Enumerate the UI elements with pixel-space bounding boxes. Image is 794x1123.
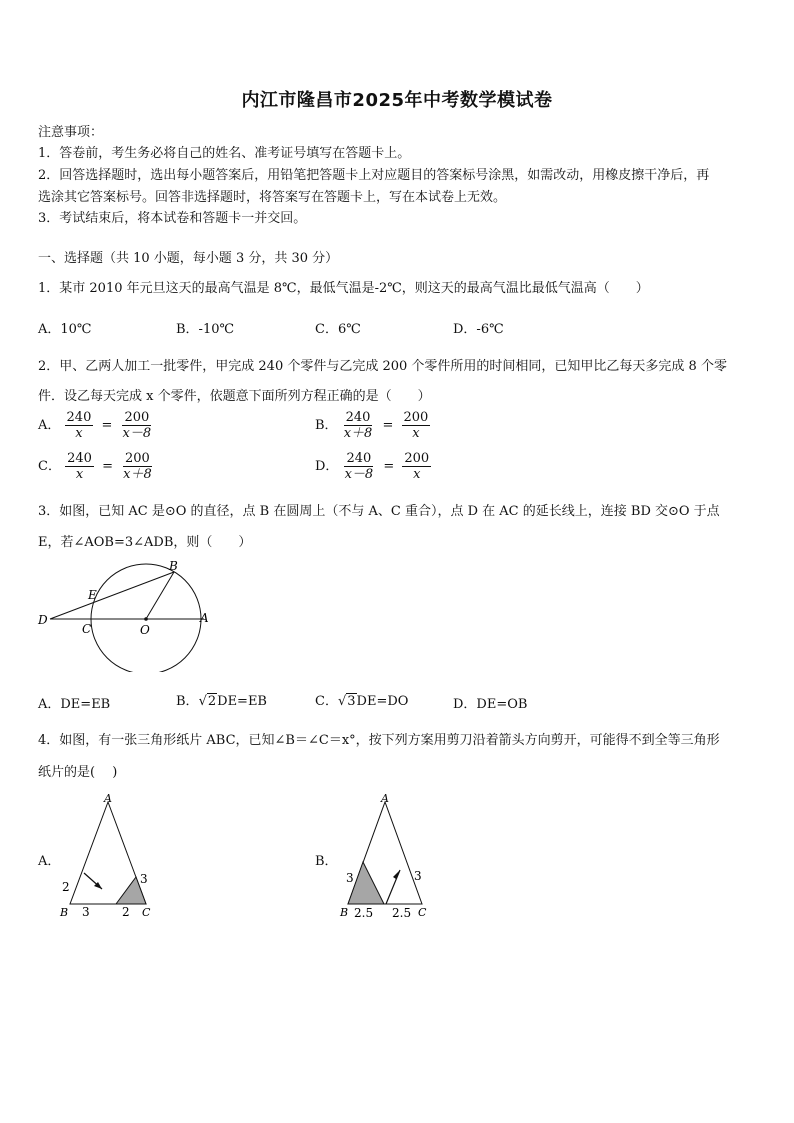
q2-option-c[interactable]: C． $\frac{240}{x}$ = $\frac{200}{x+8}$ xyxy=(38,451,152,482)
fraction: $\frac{240}{x}$ xyxy=(67,451,92,482)
arrow-head-icon xyxy=(393,870,400,879)
q2-option-c-label: C． xyxy=(38,459,61,474)
label-d: D xyxy=(38,613,48,627)
circle-diagram xyxy=(36,558,212,672)
section-heading: 一、选择题（共 10 小题，每小题 3 分，共 30 分） xyxy=(38,251,339,266)
label-c: C xyxy=(142,906,151,919)
label-b: B xyxy=(60,906,69,919)
q3-option-b[interactable]: B．√2DE=EB xyxy=(176,694,267,709)
question-1-text: 1．某市 2010 年元旦这天的最高气温是 8℃，最低气温是-2℃，则这天的最高气温比最低气温高（ ） xyxy=(38,281,649,296)
label-base-1: 2.5 xyxy=(354,906,374,920)
note-2a: 2．回答选择题时，选出每小题答案后，用铅笔把答题卡上对应题目的答案标号涂黑，如需改动，用橡皮擦干净后，再 xyxy=(38,168,710,183)
note-1: 1．答卷前，考生务必将自己的姓名、准考证号填写在答题卡上。 xyxy=(38,146,411,161)
fraction: $\frac{200}{x}$ xyxy=(404,451,430,482)
q1-option-a[interactable]: A．10℃ xyxy=(38,322,92,337)
note-2b: 选涂其它答案标号。回答非选择题时，将答案写在答题卡上，写在本试卷上无效。 xyxy=(38,190,507,205)
q2-option-d[interactable]: D． $\frac{240}{x-8}$ = $\frac{200}{x}$ xyxy=(315,451,430,482)
label-c: C xyxy=(82,622,92,636)
q4-option-b[interactable]: B． xyxy=(315,854,338,869)
diagram-background xyxy=(36,558,212,672)
sqrt-symbol: √2 xyxy=(198,694,217,709)
label-base-2: 2 xyxy=(122,905,130,919)
q2-option-a[interactable]: A． $\frac{240}{x}$ = $\frac{200}{x-8}$ xyxy=(38,410,152,441)
label-a: A xyxy=(200,611,209,625)
label-a: A xyxy=(381,792,389,805)
fraction: $\frac{240}{x-8}$ xyxy=(344,451,374,482)
fraction: $\frac{200}{x}$ xyxy=(403,410,429,441)
label-a: A xyxy=(104,792,112,805)
fraction: $\frac{240}{x+8}$ xyxy=(343,410,373,441)
q3-option-a[interactable]: A．DE=EB xyxy=(38,697,111,712)
cut-arrow-line xyxy=(386,870,400,904)
label-b: B xyxy=(169,559,178,573)
q2-option-b[interactable]: B． $\frac{240}{x+8}$ = $\frac{200}{x}$ xyxy=(315,410,429,441)
label-base-1: 3 xyxy=(82,905,90,919)
question-4-line1: 4．如图，有一张三角形纸片 ABC，已知∠B＝∠C＝x°，按下列方案用剪刀沿着箭头方向剪开，可能得不到全等三角形 xyxy=(38,733,720,748)
note-3: 3．考试结束后，将本试卷和答题卡一并交回。 xyxy=(38,211,307,226)
triangle-figure-b xyxy=(336,790,446,920)
q1-option-b[interactable]: B．-10℃ xyxy=(176,322,235,337)
q2-option-b-label: B． xyxy=(315,418,338,433)
label-side-left: 3 xyxy=(346,871,354,885)
label-base-2: 2.5 xyxy=(392,906,412,920)
q2-option-a-label: A． xyxy=(38,418,61,433)
label-o: O xyxy=(140,623,150,637)
page-title: 内江市隆昌市2025年中考数学模试卷 xyxy=(241,90,553,111)
question-2-line2: 件．设乙每天完成 x 个零件，依题意下面所列方程正确的是（ ） xyxy=(38,389,431,404)
fraction: $\frac{200}{x+8}$ xyxy=(123,451,152,482)
question-4-line2: 纸片的是( ) xyxy=(38,765,118,780)
fraction: $\frac{240}{x}$ xyxy=(66,410,92,441)
label-side-right: 3 xyxy=(140,872,148,886)
label-side-right: 3 xyxy=(414,869,422,883)
center-point xyxy=(144,617,148,621)
label-c: C xyxy=(418,906,427,919)
question-3-line2: E，若∠AOB=3∠ADB，则（ ） xyxy=(38,535,252,550)
label-side-left: 2 xyxy=(62,880,70,894)
sqrt-symbol: √3 xyxy=(337,694,356,709)
question-2-line1: 2．甲、乙两人加工一批零件，甲完成 240 个零件与乙完成 200 个零件所用的时间相同，已知甲比乙每天多完成 8 个零 xyxy=(38,359,727,374)
q4-option-a[interactable]: A． xyxy=(38,854,61,869)
label-e: E xyxy=(88,588,97,602)
q1-option-d[interactable]: D．-6℃ xyxy=(453,322,504,337)
question-3-line1: 3．如图，已知 AC 是⊙O 的直径，点 B 在圆周上（不与 A、C 重合），点 D 在 AC 的延长线上，连接 BD 交⊙O 于点 xyxy=(38,504,720,519)
fraction: $\frac{200}{x-8}$ xyxy=(122,410,152,441)
label-b: B xyxy=(340,906,349,919)
q3-option-c[interactable]: C．√3DE=DO xyxy=(315,694,409,709)
q3-option-d[interactable]: D．DE=OB xyxy=(453,697,528,712)
notes-heading: 注意事项： xyxy=(38,125,104,140)
triangle-figure-a xyxy=(58,790,168,920)
q2-option-d-label: D． xyxy=(315,459,339,474)
q1-option-c[interactable]: C．6℃ xyxy=(315,322,361,337)
